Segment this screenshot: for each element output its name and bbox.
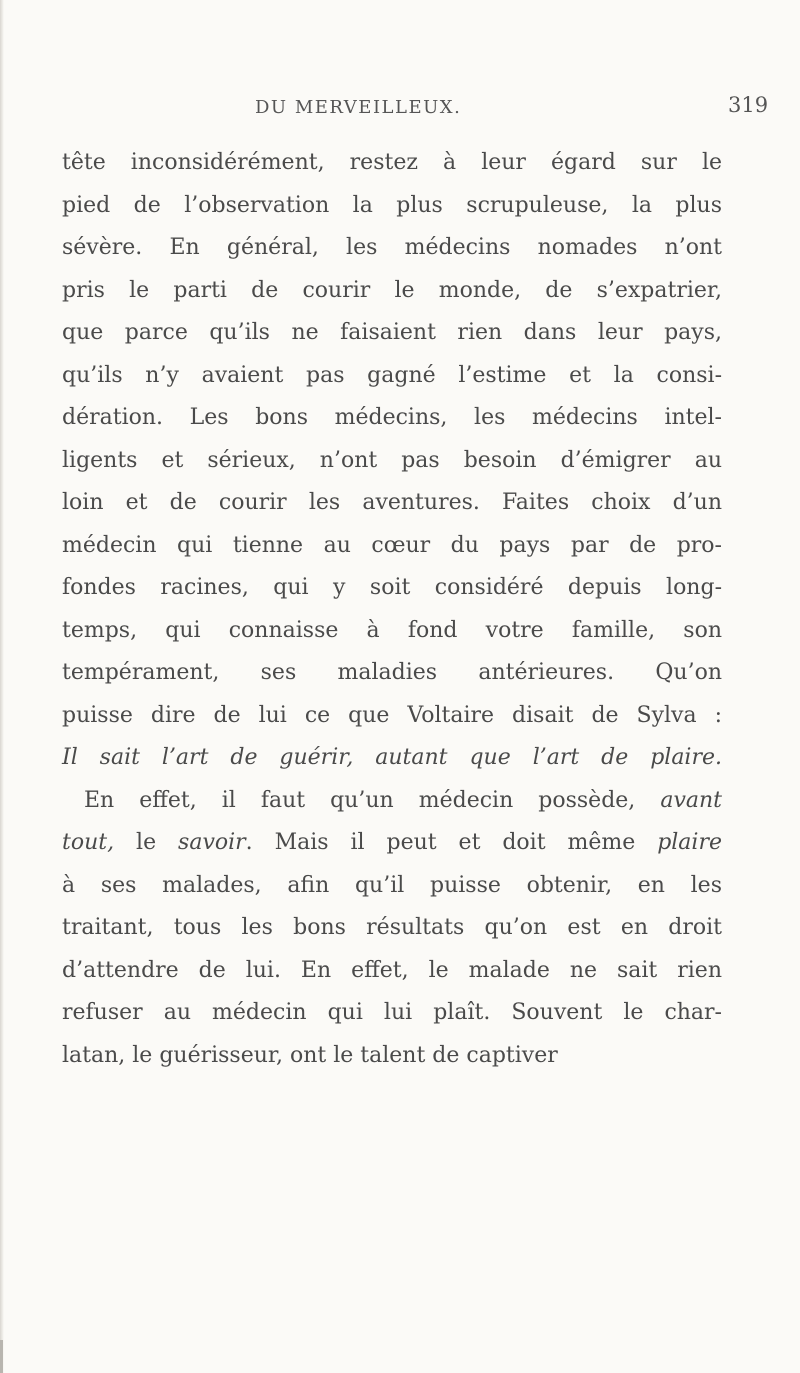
running-head: DU MERVEILLEUX. [255, 97, 462, 118]
text-line: à ses malades, afin qu’il puisse obtenir, en les [62, 872, 722, 898]
paragraph-start: En effet, il faut qu’un médecin possède, [84, 787, 636, 813]
text-line: traitant, tous les bons résultats qu’on est en droit [62, 915, 722, 940]
text-line: qu’ils n’y avaient pas gagné l’estime et la consi- [62, 362, 722, 388]
text-line: ligents et sérieux, n’ont pas besoin d’émigrer au [62, 447, 722, 473]
text-line: tête inconsidérément, restez à leur égard sur le [62, 150, 722, 175]
text-run: le [114, 830, 179, 855]
text-line: pied de l’observation la plus scrupuleuse, la plus [62, 192, 722, 218]
text-line [62, 780, 722, 823]
text-line [62, 822, 722, 865]
text-line: refuser au médecin qui lui plaît. Souvent le char- [62, 1000, 722, 1025]
page-number: 319 [728, 93, 769, 117]
text-line: fondes racines, qui y soit considéré depuis long- [62, 575, 722, 600]
text-line: d’attendre de lui. En effet, le malade ne sait rien [62, 957, 722, 983]
text-line: temps, qui connaisse à fond votre famille, son [62, 617, 722, 643]
emphasis: plaire [657, 830, 722, 855]
text-line: sévère. En général, les médecins nomades n’ont [62, 235, 722, 260]
emphasis: avant [660, 787, 722, 813]
text-line: pris le parti de courir le monde, de s’expatrier, [62, 277, 722, 303]
text-line: latan, le guérisseur, ont le talent de captiver [62, 1042, 558, 1068]
emphasis: tout, [62, 830, 115, 855]
text-line: médecin qui tienne au cœur du pays par de pro- [62, 532, 722, 558]
text-line: puisse dire de lui ce que Voltaire disait de Sylva : [62, 702, 722, 728]
text-line: dération. Les bons médecins, les médecins intel- [62, 405, 722, 430]
quotation-line: Il sait l’art de guérir, autant que l’art de plaire. [62, 745, 722, 770]
body-text [62, 142, 722, 1077]
text-line: loin et de courir les aventures. Faites choix d’un [62, 490, 722, 515]
text-line: tempérament, ses maladies antérieures. Qu’on [62, 660, 722, 685]
page-edge-mark [0, 1340, 3, 1373]
page-gutter-shadow [0, 0, 4, 1373]
text-run: . Mais il peut et doit même [245, 830, 658, 855]
emphasis: savoir [178, 830, 246, 855]
text-line: que parce qu’ils ne faisaient rien dans leur pays, [62, 320, 722, 345]
